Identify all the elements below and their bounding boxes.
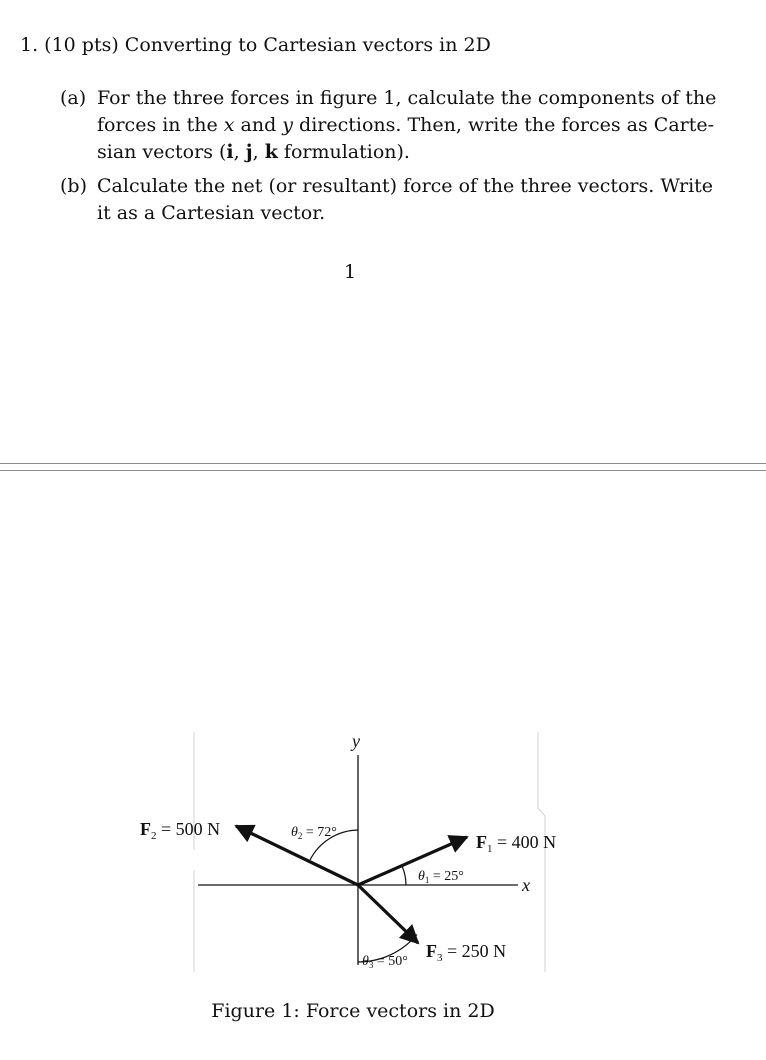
part-a-text-1: For the three forces in figure 1, calculate the components of the forces in the [97,87,717,136]
unit-j: j [245,141,253,163]
part-a-text [97,85,720,166]
problem-heading: 1. (10 pts) Converting to Cartesian vectors in 2D [20,34,491,56]
var-x: x [223,114,235,136]
var-y: y [282,114,294,136]
part-a [60,85,720,166]
part-b-text: Calculate the net (or resultant) force of the three vectors. Write it as a Cartesian vector. [97,175,714,224]
problem-section [0,0,766,462]
axis-y-label: y [352,731,360,751]
force-diagram [0,700,766,990]
page-divider-top [0,463,766,464]
axis-x-label: x [522,875,530,895]
part-a-text-3: directions. Then, write the forces as Carte-sian vectors ( [97,114,715,163]
page-divider-bottom [0,470,766,471]
part-b-tag: (b) [60,175,87,197]
unit-k: k [264,141,278,163]
unit-i: i [226,141,234,163]
f2-label: $F_2 = 500$ N [140,819,221,842]
part-a-tag: (a) [60,87,87,109]
theta1-label: $\theta_1 = 25^\circ$ [418,869,464,885]
theta1-arc [402,866,406,885]
part-b [60,173,720,227]
f3-arrow [358,885,418,943]
f1-label: $F_1 = 400$ N [476,832,557,855]
part-a-text-4: formulation). [277,141,410,163]
part-a-sep-2: , [252,141,265,163]
theta2-label: $\theta_2 = 72^\circ$ [291,825,337,841]
figure-caption: Figure 1: Force vectors in 2D [211,1000,495,1022]
f3-label: $F_3 = 250$ N [426,941,507,964]
part-a-sep-1: , [233,141,246,163]
page-number: 1 [344,261,357,283]
part-a-text-2: and [234,114,283,136]
theta3-label: $\theta_3 = 50^\circ$ [362,954,408,970]
